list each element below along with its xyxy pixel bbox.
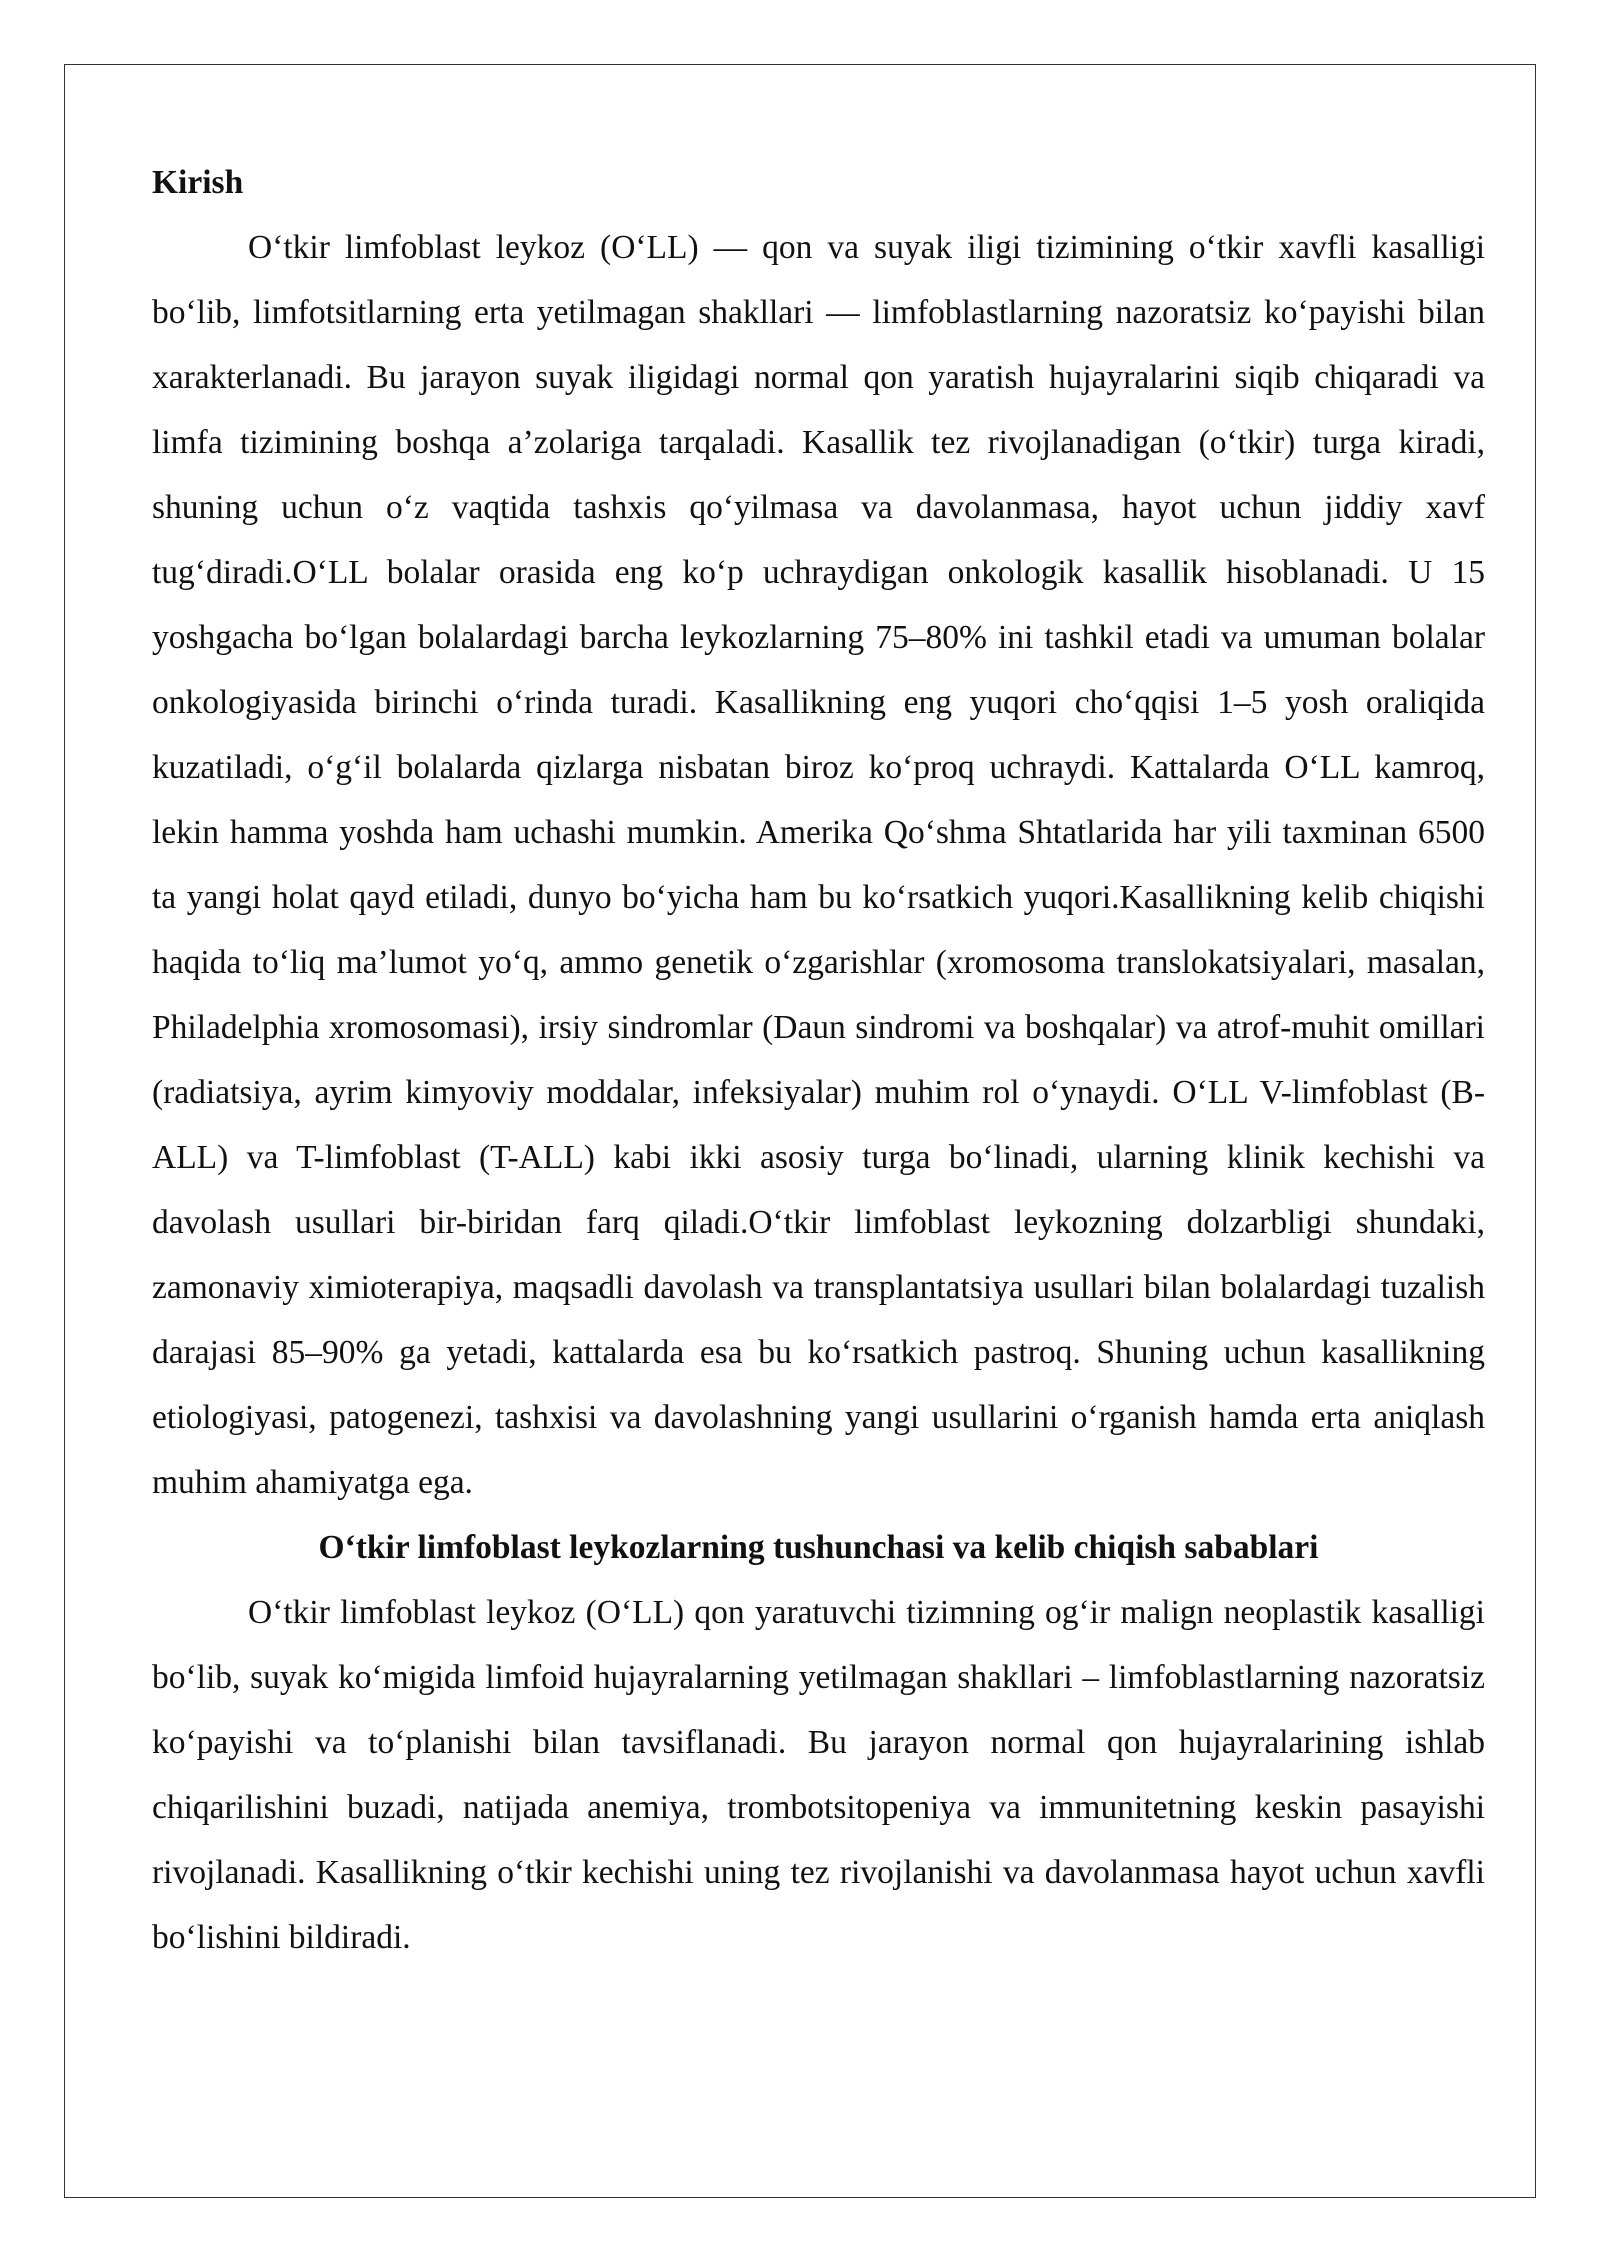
section-paragraph: O‘tkir limfoblast leykoz (O‘LL) qon yaratuvchi tizimning og‘ir malign neoplastik kasalligi bo‘lib, suyak ko‘migida limfoid hujayralarning yetilmagan shakllari – limfoblastlarning nazoratsiz ko‘payishi va to‘planishi bilan tavsiflanadi. Bu jarayon normal qon hujayralarining ishlab chiqarilishini buzadi, natijada anemiya, trombotsitopeniya va immunitetning keskin pasayishi rivojlanadi. Kasallikning o‘tkir kechishi uning tez rivojlanishi va davolanmasa hayot uchun xavfli bo‘lishini bildiradi. [152,1594,1485,1956]
section-heading: O‘tkir limfoblast leykozlarning tushunchasi va kelib chiqish sabablari [318,1529,1319,1566]
document-body [152,150,1485,1970]
intro-heading: Kirish [152,164,244,201]
intro-paragraph: O‘tkir limfoblast leykoz (O‘LL) — qon va suyak iligi tizimining o‘tkir xavfli kasalligi bo‘lib, limfotsitlarning erta yetilmagan shakllari — limfoblastlarning nazoratsiz ko‘payishi bilan xarakterlanadi. Bu jarayon suyak iligidagi normal qon yaratish hujayralarini siqib chiqaradi va limfa tizimining boshqa a’zolariga tarqaladi. Kasallik tez rivojlanadigan (o‘tkir) turga kiradi, shuning uchun o‘z vaqtida tashxis qo‘yilmasa va davolanmasa, hayot uchun jiddiy xavf tug‘diradi.O‘LL bolalar orasida eng ko‘p uchraydigan onkologik kasallik hisoblanadi. U 15 yoshgacha bo‘lgan bolalardagi barcha leykozlarning 75–80% ini tashkil etadi va umuman bolalar onkologiyasida birinchi o‘rinda turadi. Kasallikning eng yuqori cho‘qqisi 1–5 yosh oraliqida kuzatiladi, o‘g‘il bolalarda qizlarga nisbatan biroz ko‘proq uchraydi. Kattalarda O‘LL kamroq, lekin hamma yoshda ham uchashi mumkin. Amerika Qo‘shma Shtatlarida har yili taxminan 6500 ta yangi holat qayd etiladi, dunyo bo‘yicha ham bu ko‘rsatkich yuqori.Kasallikning kelib chiqishi haqida to‘liq ma’lumot yo‘q, ammo genetik o‘zgarishlar (xromosoma translokatsiyalari, masalan, Philadelphia xromosomasi), irsiy sindromlar (Daun sindromi va boshqalar) va atrof-muhit omillari (radiatsiya, ayrim kimyoviy moddalar, infeksiyalar) muhim rol o‘ynaydi. O‘LL V-limfoblast (B-ALL) va T-limfoblast (T-ALL) kabi ikki asosiy turga bo‘linadi, ularning klinik kechishi va davolash usullari bir-biridan farq qiladi.O‘tkir limfoblast leykozning dolzarbligi shundaki, zamonaviy ximioterapiya, maqsadli davolash va transplantatsiya usullari bilan bolalardagi tuzalish darajasi 85–90% ga yetadi, kattalarda esa bu ko‘rsatkich pastroq. Shuning uchun kasallikning etiologiyasi, patogenezi, tashxisi va davolashning yangi usullarini o‘rganish hamda erta aniqlash muhim ahamiyatga ega. [152,229,1485,1501]
